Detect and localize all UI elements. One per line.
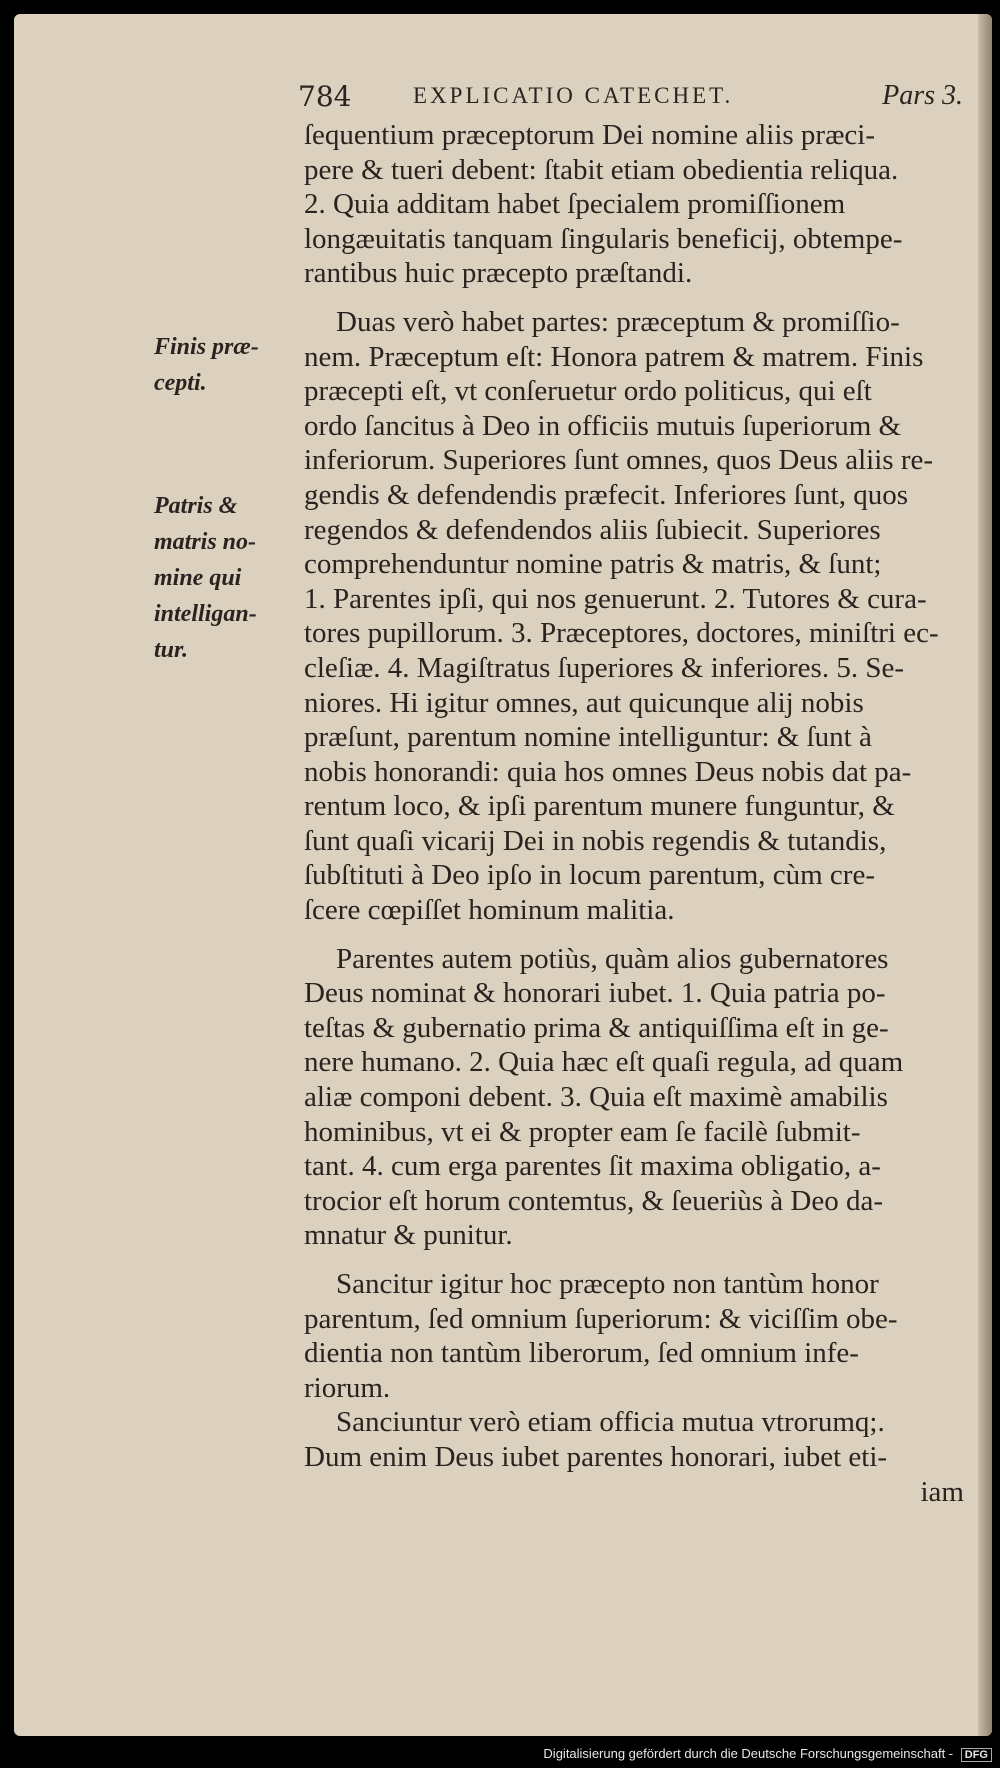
running-header — [288, 76, 963, 116]
body-text — [304, 118, 964, 1509]
text-line: comprehenduntur nomine patris & matris, & ſunt; — [304, 548, 882, 581]
margin-line: Patris & — [154, 493, 238, 519]
text-line: longæuitatis tanquam ſingularis beneficij, obtempe- — [304, 222, 903, 255]
text-line: 2. Quia additam habet ſpecialem promiſſionem — [304, 188, 846, 221]
text-line: hominibus, vt ei & propter eam ſe facilè ſubmit- — [304, 1115, 861, 1148]
catchword: iam — [920, 1475, 964, 1508]
text-line: 1. Parentes ipſi, qui nos genuerunt. 2. Tutores & cura- — [304, 582, 927, 615]
text-line: nere humano. 2. Quia hæc eſt quaſi regula, ad quam — [304, 1046, 904, 1079]
book-page — [14, 14, 992, 1736]
text-line: Sancitur igitur hoc præcepto non tantùm honor — [336, 1268, 879, 1300]
text-line: gendis & defendendis præfecit. Inferiores ſunt, quos — [304, 478, 909, 511]
text-line: nem. Præceptum eſt: Honora patrem & matrem. Finis — [304, 340, 924, 373]
text-line: præſunt, parentum nomine intelliguntur: & ſunt à — [304, 721, 872, 754]
margin-note-finis — [154, 329, 289, 401]
text-line: Parentes autem potiùs, quàm alios gubernatores — [336, 942, 889, 975]
margin-line: mine qui — [154, 565, 242, 591]
text-line: tores pupillorum. 3. Præceptores, doctores, miniſtri ec- — [304, 617, 939, 650]
text-line: Dum enim Deus iubet parentes honorari, iubet eti- — [304, 1440, 888, 1473]
part-label: Pars 3. — [882, 80, 963, 111]
text-line: ſequentium præceptorum Dei nomine aliis præci- — [304, 119, 876, 151]
margin-line: cepti. — [154, 370, 207, 396]
margin-note-patris — [154, 488, 289, 668]
text-line: pere & tueri debent: ſtabit etiam obedientia reliqua. — [304, 153, 899, 186]
text-line: teſtas & gubernatio prima & antiquiſſima eſt in ge- — [304, 1011, 889, 1044]
text-line: rantibus huic præcepto præſtandi. — [304, 257, 693, 290]
credit-text: Digitalisierung gefördert durch die Deutsche Forschungsgemeinschaft - — [543, 1746, 954, 1761]
margin-line: matris no- — [154, 529, 257, 555]
text-line: nobis honorandi: quia hos omnes Deus nobis dat pa- — [304, 755, 912, 788]
text-line: Sanciuntur verò etiam officia mutua vtrorumq;. — [336, 1406, 885, 1439]
digitization-credit — [543, 1746, 992, 1762]
text-line: regendos & defendendos aliis ſubiecit. Superiores — [304, 513, 881, 546]
text-line: ſcere cœpiſſet hominum malitia. — [304, 894, 675, 927]
text-line: Duas verò habet partes: præceptum & promiſſio- — [336, 305, 900, 338]
text-line: mnatur & punitur. — [304, 1219, 513, 1252]
text-line: parentum, ſed omnium ſuperiorum: & viciſſim obe- — [304, 1302, 898, 1335]
dfg-logo: DFG — [961, 1748, 992, 1762]
text-line: ſunt quaſi vicarij Dei in nobis regendis & tutandis, — [304, 824, 887, 857]
text-line: inferiorum. Superiores ſunt omnes, quos Deus aliis re- — [304, 444, 934, 477]
margin-line: Finis præ- — [154, 334, 259, 360]
text-line: cleſiæ. 4. Magiſtratus ſuperiores & inferiores. 5. Se- — [304, 651, 904, 684]
text-line: præcepti eſt, vt conſeruetur ordo politicus, qui eſt — [304, 375, 872, 408]
text-line: riorum. — [304, 1371, 391, 1404]
text-line: trocior eſt horum contemtus, & ſeueriùs à Deo da- — [304, 1184, 884, 1217]
text-line: aliæ componi debent. 3. Quia eſt maximè amabilis — [304, 1081, 888, 1114]
text-line: ordo ſancitus à Deo in officiis mutuis ſuperiorum & — [304, 409, 902, 442]
text-line: tant. 4. cum erga parentes ſit maxima obligatio, a- — [304, 1150, 881, 1183]
margin-line: intelligan- — [154, 601, 257, 627]
page-number: 784 — [298, 80, 352, 113]
running-title: EXPLICATIO CATECHET. — [413, 83, 734, 108]
margin-line: tur. — [154, 637, 189, 663]
text-line: ſubſtituti à Deo ipſo in locum parentum, cùm cre- — [304, 859, 875, 892]
text-line: dientia non tantùm liberorum, ſed omnium infe- — [304, 1337, 859, 1370]
text-line: Deus nominat & honorari iubet. 1. Quia patria po- — [304, 977, 886, 1010]
page-gutter — [978, 14, 992, 1736]
text-line: niores. Hi igitur omnes, aut quicunque alij nobis — [304, 686, 864, 719]
text-line: rentum loco, & ipſi parentum munere funguntur, & — [304, 790, 895, 823]
